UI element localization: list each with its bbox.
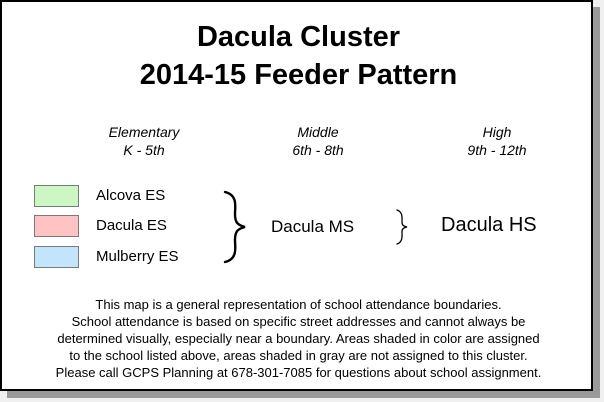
dacula-es-label: Dacula ES (96, 217, 167, 234)
high-heading: High (482, 124, 512, 140)
feeder-pattern-title: 2014-15 Feeder Pattern (139, 59, 458, 91)
high-column-header (407, 123, 587, 159)
alcova-es-label: Alcova ES (96, 187, 166, 204)
middle-school-name: Dacula MS (271, 217, 355, 236)
middle-grades: 6th - 8th (292, 142, 344, 158)
high-grades: 9th - 12th (467, 142, 527, 158)
high-school-name: Dacula HS (441, 214, 537, 236)
mulberry-es-swatch (34, 246, 79, 268)
cluster-title: Dacula Cluster (196, 21, 401, 53)
mulberry-es-label: Mulberry ES (96, 248, 179, 265)
disclaimer-line: determined visually, especially near a boundary. Areas shaded in color are assigned (57, 331, 540, 346)
elementary-heading: Elementary (108, 124, 180, 140)
middle-to-high-brace-icon (397, 210, 407, 244)
dacula-es-swatch (34, 215, 79, 237)
middle-heading: Middle (297, 124, 339, 140)
alcova-es-swatch (34, 185, 79, 207)
middle-column-header (228, 123, 408, 159)
disclaimer-line: This map is a general representation of school attendance boundaries. (95, 297, 502, 312)
disclaimer-line: School attendance is based on specific street addresses and cannot always be (71, 314, 526, 329)
elementary-to-middle-brace-icon (225, 192, 245, 262)
disclaimer-text (2, 296, 595, 381)
elementary-column-header (54, 123, 234, 159)
disclaimer-line: to the school listed above, areas shaded in gray are not assigned to this cluster. (69, 348, 528, 363)
disclaimer-line: Please call GCPS Planning at 678-301-7085 for questions about school assignment. (55, 365, 542, 380)
elementary-grades: K - 5th (123, 142, 165, 158)
